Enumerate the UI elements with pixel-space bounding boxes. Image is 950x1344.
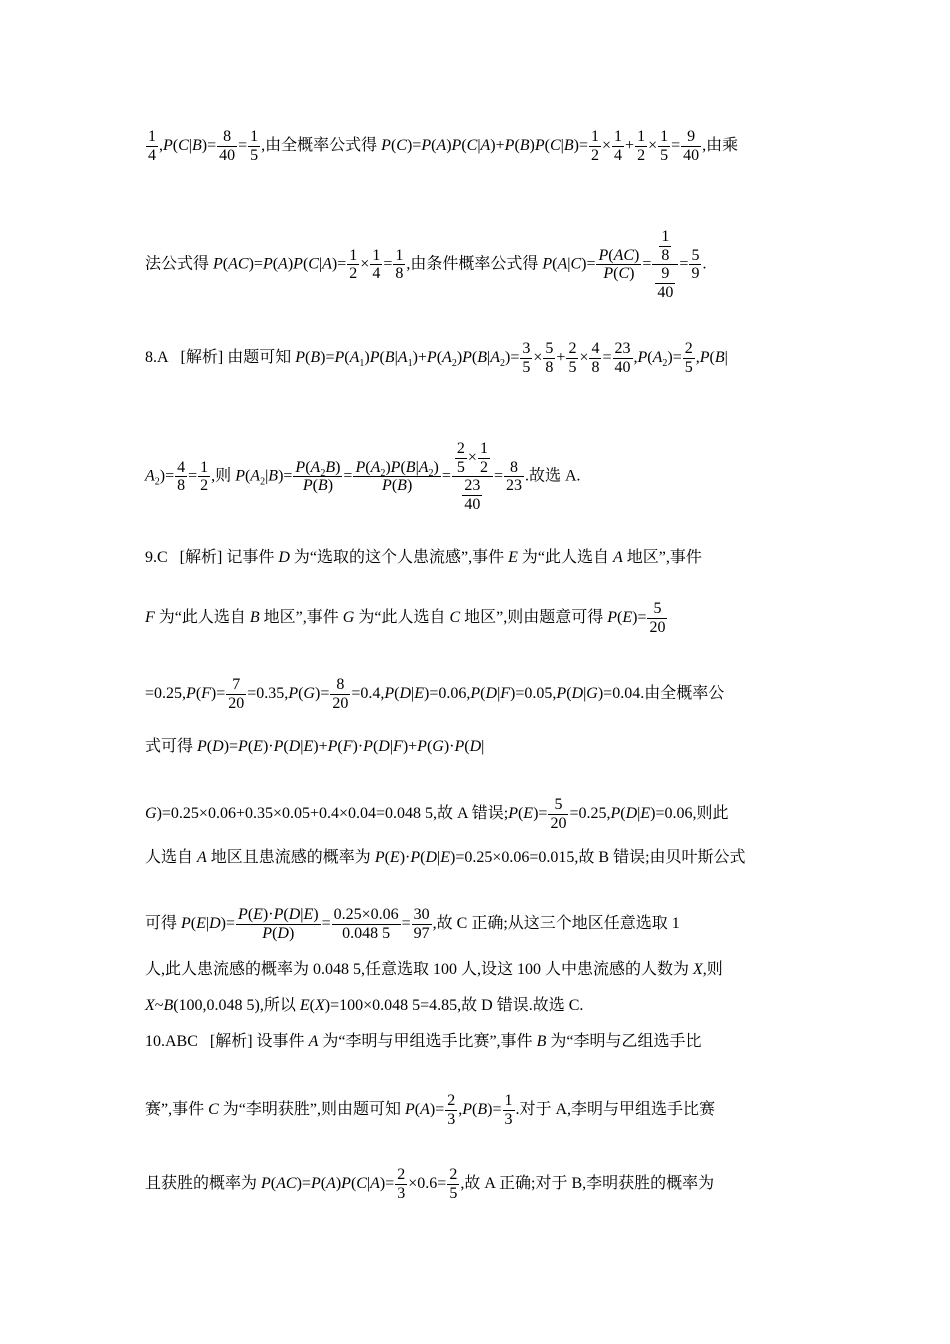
solution-line: 人,此人患流感的概率为 0.048 5,任意选取 100 人,设这 100 人中患流感的人数为 X,则: [145, 961, 723, 978]
solution-line: 10.ABC [解析] 设事件 A 为“李明与甲组选手比赛”,事件 B 为“李明与乙组选手比: [145, 1033, 702, 1050]
solution-line: $\frac{1}{4}$ ,P(C|B)= $\frac{8}{40}$ = $\frac{1}{5}$ ,由全概率公式得 P(C)=P(A)P(C|A)+P(B)P(C|B)= $\frac{1}{2}$ × $\frac{1}{4}$ + $\frac{1}{2}$ × $\frac{1}{5}$ = $\frac{9}{40}$ ,由乘: [148, 128, 739, 164]
solution-line: 式可得 P(D)=P(E)·P(D|E)+P(F)·P(D|F)+P(G)·P(D|: [145, 738, 485, 755]
solution-line: G)=0.25×0.06+0.35×0.05+0.4×0.04=0.048 5,故 A 错误;P(E)= $\frac{5}{20}$ =0.25,P(D|E)=0.06,则此: [145, 796, 729, 832]
solution-line: 9.C [解析] 记事件 D 为“选取的这个人患流感”,事件 E 为“此人选自 A 地区”,事件: [145, 549, 702, 566]
solution-line: 且获胜的概率为 P(AC)=P(A)P(C|A)= $\frac{2}{3}$ ×0.6= $\frac{2}{5}$ ,故 A 正确;对于 B,李明获胜的概率为: [145, 1166, 715, 1202]
solution-line: 法公式得 P(AC)=P(A)P(C|A)= $\frac{1}{2}$ × $\frac{1}{4}$ = $\frac{1}{8}$ ,由条件概率公式得 P(A|C)= $\frac{P(AC)}{P(C)}$ = $\frac{\frac{1}{8}}{\frac{9}{40}}$ = $\frac{5}{9}$ .: [145, 228, 707, 301]
solution-line: $A_2)=$ $\frac{4}{8}$ = $\frac{1}{2}$ ,则 $P(A_2|B)=$ $\frac{P(A_2B)}{P(B)}$ = $\frac{P(A_2)P(B|A_2)}{P(B)}$ = $\frac{2}{5}$ × $\frac{1}{2}$ $\frac{23}{40}$ = $\frac{8}{23}$ .故选 A.: [145, 440, 581, 513]
solution-line: 可得 P(E|D)= $\frac{P(E)\cdot P(D|E)}{P(D)}$ = $\frac{0.25\times 0.06}{0.048 5}$ = $\frac{30}{97}$ ,故 C 正确;从这三个地区任意选取 1: [145, 906, 680, 942]
solution-line: =0.25,P(F)= $\frac{7}{20}$ =0.35,P(G)= $\frac{8}{20}$ =0.4,P(D|E)=0.06,P(D|F)=0.05,P(D|G)=0.04.由全概率公: [145, 676, 725, 712]
solution-line: X~B(100,0.048 5),所以 E(X)=100×0.048 5=4.85,故 D 错误.故选 C.: [145, 997, 584, 1014]
solution-line: 赛”,事件 C 为“李明获胜”,则由题可知 P(A)= $\frac{2}{3}$ ,P(B)= $\frac{1}{3}$ .对于 A,李明与甲组选手比赛: [145, 1092, 716, 1128]
solution-line: 人选自 A 地区且患流感的概率为 P(E)·P(D|E)=0.25×0.06=0.015,故 B 错误;由贝叶斯公式: [145, 849, 746, 866]
solution-line: F 为“此人选自 B 地区”,事件 G 为“此人选自 C 地区”,则由题意可得 P(E)= $\frac{5}{20}$: [145, 600, 666, 636]
solution-line: 8.A [解析] 由题可知 $P(B)=P(A_1)P(B|A_1)+P(A_2)P(B|A_2)=$ $\frac{3}{5}$ × $\frac{5}{8}$ + $\frac{2}{5}$ × $\frac{4}{8}$ = $\frac{23}{40}$ $,P(A_2)=$ $\frac{2}{5}$ ,P(B|: [145, 340, 728, 376]
